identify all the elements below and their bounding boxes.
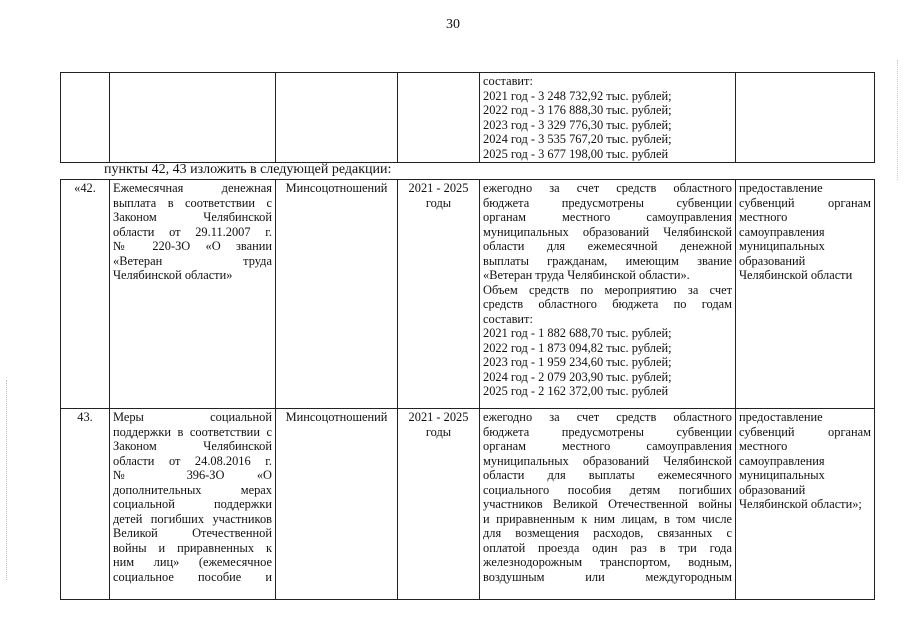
text-line: Ежемесячная денежная — [113, 181, 272, 195]
text-line: муниципальных — [739, 468, 825, 482]
text-line: № 220-ЗО «О звании — [113, 239, 272, 253]
text-line: 2022 год - 3 176 888,30 тыс. рублей; — [483, 103, 672, 117]
text-line: участников Великой Отечественной войны — [483, 497, 732, 511]
top-cell-num — [61, 73, 110, 163]
text-line: «Ветеран труда Челябинской области». — [483, 268, 690, 282]
text-line: 2021 - 2025 — [408, 181, 469, 195]
text-line: 2023 год - 1 959 234,60 тыс. рублей; — [483, 355, 672, 369]
text-line: области для выплаты ежемесячного — [483, 468, 732, 482]
top-cell-description — [480, 73, 736, 163]
text-line: составит: — [483, 74, 533, 88]
text-line: Меры социальной — [113, 410, 272, 424]
text-line: субвенций органам — [739, 424, 871, 439]
measure-name — [110, 180, 276, 409]
scan-margin-mark — [6, 380, 9, 580]
expected-result — [736, 409, 875, 600]
description — [480, 409, 736, 600]
text-line: Законом Челябинской — [113, 439, 272, 453]
top-table — [60, 72, 875, 163]
text-line: предоставление — [739, 410, 823, 424]
text-line: 2021 год - 3 248 732,92 тыс. рублей; — [483, 88, 672, 103]
text-line: Челябинской области» — [113, 268, 233, 282]
text-line: 2025 год - 3 677 198,00 тыс. рублей — [483, 146, 669, 161]
text-line: предоставление — [739, 181, 823, 195]
text-line: детей погибших участников — [113, 511, 272, 526]
row-number: «42. — [61, 180, 110, 409]
text-line: ежегодно за счет средств областного — [483, 181, 732, 195]
text-line: муниципальных образований Челябинской — [483, 224, 732, 239]
text-line: дополнительных мерах — [113, 482, 272, 497]
text-line: средств областного бюджета по годам — [483, 297, 732, 311]
text-line: войны и приравненных к — [113, 540, 272, 555]
text-line: оплатой проезда один раз в три года — [483, 540, 732, 555]
text-line: воздушным или междугородным — [483, 569, 732, 584]
top-cell-name — [110, 73, 276, 163]
text-line: бюджета предусмотрены субвенции — [483, 195, 732, 210]
row-number: 43. — [61, 409, 110, 600]
table-row — [61, 409, 875, 600]
text-line: бюджета предусмотрены субвенции — [483, 424, 732, 439]
text-line: самоуправления — [739, 224, 825, 239]
table-row — [61, 180, 875, 409]
text-line: социальное пособие и — [113, 569, 272, 584]
text-line: Челябинской области»; — [739, 497, 862, 511]
text-line: области для ежемесячной денежной — [483, 239, 732, 253]
top-cell-result — [736, 73, 875, 163]
text-line: Челябинской области — [739, 268, 853, 282]
text-line: Законом Челябинской — [113, 210, 272, 224]
text-line: образований — [739, 482, 806, 497]
executor: Минсоцотношений — [276, 180, 398, 409]
text-line: № 396-ЗО «О — [113, 468, 272, 482]
text-line: Объем средств по мероприятию за счет — [483, 282, 732, 297]
text-line: самоуправления — [739, 453, 825, 468]
text-line: 2024 год - 3 535 767,20 тыс. рублей; — [483, 132, 672, 146]
text-line: социальной поддержки — [113, 497, 272, 511]
text-line: выплата в соответствии с — [113, 195, 272, 210]
top-cell-executor — [276, 73, 398, 163]
text-line: 2025 год - 2 162 372,00 тыс. рублей — [483, 384, 669, 398]
text-line: Великой Отечественной — [113, 526, 272, 540]
text-line: социального пособия детям погибших — [483, 482, 732, 497]
text-line: образований — [739, 253, 806, 268]
text-line: железнодорожным транспортом, водным, — [483, 555, 732, 569]
text-line: поддержки в соответствии с — [113, 424, 272, 439]
text-line: для возмещения расходов, связанных с — [483, 526, 732, 540]
text-line: годы — [425, 424, 452, 439]
text-line: местного — [739, 439, 788, 453]
main-table — [60, 179, 875, 600]
description — [480, 180, 736, 409]
section-caption: пункты 42, 43 изложить в следующей редакции: — [104, 162, 392, 177]
text-line: годы — [425, 195, 452, 210]
text-line: ежегодно за счет средств областного — [483, 410, 732, 424]
text-line: ним лиц» (ежемесячное — [113, 555, 272, 569]
text-line: «Ветеран труда — [113, 253, 272, 268]
text-line: 2021 - 2025 — [408, 410, 469, 424]
top-cell-period — [398, 73, 480, 163]
text-line: местного — [739, 210, 788, 224]
text-line: субвенций органам — [739, 195, 871, 210]
executor: Минсоцотношений — [276, 409, 398, 600]
text-line: составит: — [483, 311, 533, 326]
text-line: области от 29.11.2007 г. — [113, 224, 272, 239]
text-line: области от 24.08.2016 г. — [113, 453, 272, 468]
period — [398, 409, 480, 600]
page-number: 30 — [446, 17, 460, 32]
text-line: 2022 год - 1 873 094,82 тыс. рублей; — [483, 340, 672, 355]
measure-name — [110, 409, 276, 600]
scan-margin-mark — [897, 60, 900, 180]
text-line: и приравненным к ним лицам, в том числе — [483, 511, 732, 526]
text-line: 2021 год - 1 882 688,70 тыс. рублей; — [483, 326, 672, 340]
expected-result — [736, 180, 875, 409]
text-line: 2024 год - 2 079 203,90 тыс. рублей; — [483, 369, 672, 384]
text-line: муниципальных — [739, 239, 825, 253]
text-line: 2023 год - 3 329 776,30 тыс. рублей; — [483, 117, 672, 132]
text-line: органам местного самоуправления — [483, 210, 732, 224]
period — [398, 180, 480, 409]
text-line: муниципальных образований Челябинской — [483, 453, 732, 468]
text-line: органам местного самоуправления — [483, 439, 732, 453]
text-line: выплаты гражданам, имеющим звание — [483, 253, 732, 268]
